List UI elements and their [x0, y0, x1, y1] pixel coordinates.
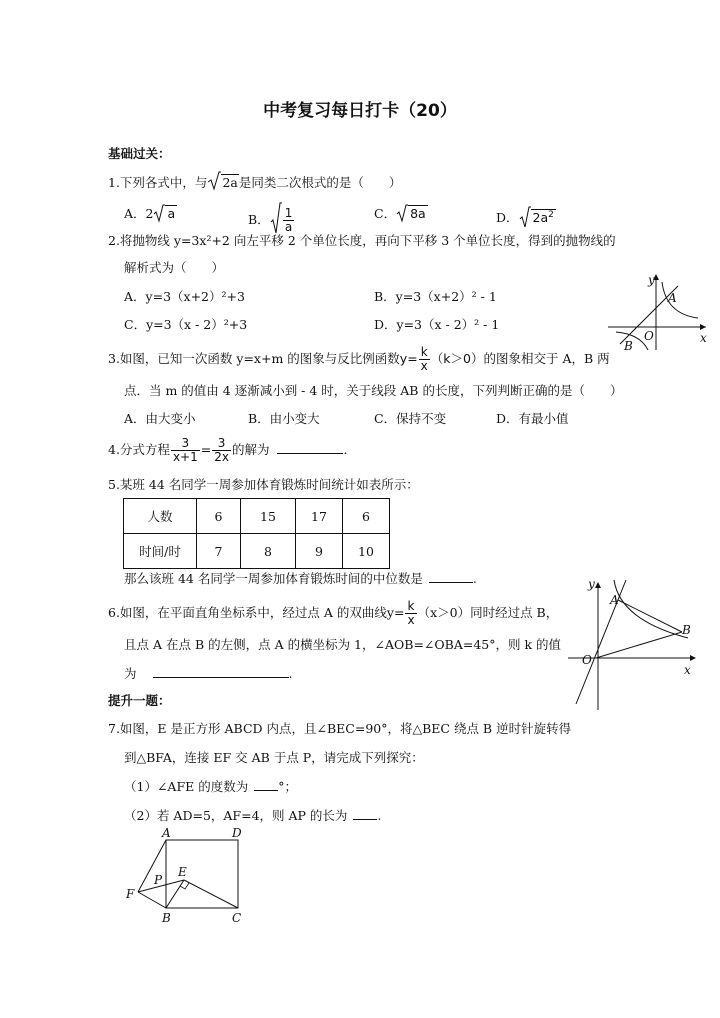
table-cell: 10	[343, 534, 390, 569]
table-cell: 人数	[124, 499, 197, 534]
q1-opt-d-rad: 2a	[532, 210, 549, 225]
q6-label-y: y	[588, 577, 595, 591]
q7-p2-b: .	[377, 808, 382, 823]
q5-end: .	[472, 571, 477, 586]
q7-label-e: E	[178, 865, 187, 879]
q7-label-d: D	[232, 826, 242, 840]
q6-line2: 且点 A 在点 B 的左侧，点 A 的横坐标为 1，∠AOB=∠OBA=45°，则 k 的值	[124, 637, 562, 652]
q1-option-c	[374, 200, 428, 222]
q3-option-d: D．有最小值	[496, 411, 569, 426]
q4-stem-a: 4.分式方程	[108, 442, 170, 457]
q1-opt-c-label: C．	[374, 206, 397, 221]
q3-label-a: A	[668, 291, 677, 305]
table-cell: 6	[343, 499, 390, 534]
q6-figure	[568, 578, 698, 713]
q1-option-d	[496, 200, 556, 226]
q6-frac-num: k	[405, 600, 416, 614]
sqrt-sign-icon	[207, 171, 221, 191]
sqrt-sign-icon	[519, 206, 531, 228]
q2-option-c: C．y=3（x - 2）²+3	[124, 317, 248, 332]
q7-p1-b: °；	[278, 779, 297, 794]
q4-eq: =	[200, 442, 212, 457]
q6-label-a: A	[610, 593, 619, 607]
q7-line-ec	[184, 880, 238, 908]
q4-answer-blank[interactable]	[277, 441, 343, 454]
q3-label-b: B	[624, 339, 633, 353]
q3-option-c: C．保持不变	[374, 411, 447, 426]
sqrt-sign-icon	[396, 204, 408, 222]
q1-stem-b: 是同类二次根式的是（ ）	[238, 175, 402, 190]
q4-end: .	[343, 442, 348, 457]
q5-table	[123, 498, 390, 569]
q4-f2-den: 2x	[214, 450, 229, 464]
q7-p2-blank[interactable]	[353, 807, 377, 820]
table-cell: 15	[241, 499, 296, 534]
table-cell: 6	[197, 499, 241, 534]
table-row	[124, 499, 390, 534]
q6-line1	[108, 600, 558, 627]
sqrt-sign-icon	[153, 204, 165, 222]
arrow-icon	[595, 582, 601, 588]
q6-line-ab	[618, 600, 682, 632]
q1-opt-a-label: A．	[124, 206, 146, 221]
q3-frac-num: k	[419, 346, 430, 360]
table-cell: 8	[241, 534, 296, 569]
q3-option-a: A．由大变小	[124, 411, 196, 426]
q4-f1-num: 3	[171, 437, 200, 451]
q1-option-b	[248, 192, 295, 234]
q1-opt-d-label: D．	[496, 210, 519, 225]
q3-line1-b: 的图象相交于 A，B 两	[483, 351, 610, 366]
section-advanced: 提升一题：	[108, 693, 171, 708]
q1-stem	[108, 167, 401, 191]
q6-line3-text: 为	[124, 666, 137, 681]
q7-line-fb	[138, 892, 166, 908]
table-cell: 17	[296, 499, 343, 534]
q7-p1-a: （1）∠AFE 的度数为	[124, 779, 249, 794]
q6-label-b: B	[682, 623, 691, 637]
q4-stem-b: 的解为	[231, 442, 270, 457]
arrow-icon	[690, 655, 696, 661]
q5-question-text: 那么该班 44 名同学一周参加体育锻炼时间的中位数是	[124, 571, 423, 586]
q7-square	[166, 840, 238, 908]
table-cell: 时间/时	[124, 534, 197, 569]
q1-radicand: 2a	[222, 175, 238, 190]
q1-opt-a-rad: a	[167, 206, 176, 221]
q2-line1: 2.将抛物线 y=3x²+2 向左平移 2 个单位长度，再向下平移 3 个单位长度，得到的抛物线的	[108, 233, 616, 248]
q2-line2: 解析式为（ ）	[124, 260, 225, 275]
q7-figure	[122, 826, 252, 926]
q7-line1: 7.如图，E 是正方形 ABCD 内点，且∠BEC=90°，将△BEC 绕点 B 逆时针旋转得	[108, 721, 572, 736]
q3-option-b: B．由小变大	[248, 411, 320, 426]
q1-opt-d-exp: 2	[548, 209, 554, 220]
q3-line1-a: 3.如图，已知一次函数 y=x+m 的图象与反比例函数	[108, 351, 400, 366]
q7-label-p: P	[154, 873, 163, 887]
q2-option-d: D．y=3（x - 2）² - 1	[374, 317, 500, 332]
q1-opt-b-label: B．	[248, 212, 270, 227]
q5-stem: 5.某班 44 名同学一周参加体育锻炼时间统计如表所示：	[108, 477, 419, 492]
q4-line	[108, 437, 347, 464]
table-row	[124, 534, 390, 569]
q1-stem-a: 1.下列各式中，与	[108, 175, 208, 190]
q3-cond: （k＞0）	[430, 351, 484, 366]
q7-label-f: F	[126, 887, 135, 901]
q6-frac-den: x	[407, 613, 415, 627]
q5-question	[124, 570, 477, 587]
q3-label-y: y	[648, 273, 655, 287]
q1-opt-c-rad: 8a	[410, 206, 426, 221]
q7-label-b: B	[162, 911, 171, 925]
q7-part1	[124, 778, 297, 795]
q2-option-b: B．y=3（x+2）² - 1	[374, 289, 497, 304]
q1-opt-b-den: a	[284, 220, 293, 234]
q6-end: .	[288, 666, 293, 681]
section-basic: 基础过关：	[108, 146, 171, 161]
q3-line1	[108, 346, 610, 373]
q6-line3	[124, 665, 292, 682]
q6-label-o: O	[582, 653, 592, 667]
q3-line2: 点．当 m 的值由 4 逐渐减小到 - 4 时，关于线段 AB 的长度，下列判断正确的是（ ）	[124, 383, 623, 398]
q3-func-lhs: y=	[399, 351, 418, 366]
q1-opt-b-num: 1	[284, 206, 293, 220]
q3-label-x: x	[700, 331, 707, 345]
q6-line1-a: 6.如图，在平面直角坐标系中，经过点 A 的双曲线	[108, 605, 387, 620]
q7-part2	[124, 807, 381, 824]
q7-label-c: C	[232, 911, 242, 925]
q3-label-o: O	[644, 329, 654, 343]
page-title: 中考复习每日打卡（20）	[263, 101, 457, 121]
q5-answer-blank[interactable]	[429, 570, 473, 583]
q3-frac-den: x	[420, 359, 428, 373]
table-cell: 7	[197, 534, 241, 569]
q2-option-a: A．y=3（x+2）²+3	[124, 289, 245, 304]
q7-line2: 到△BFA，连接 EF 交 AB 于点 P，请完成下列探究：	[124, 750, 424, 765]
q4-f1-den: x+1	[172, 450, 198, 464]
q6-line1-b: （x＞0）同时经过点 B，	[417, 605, 559, 620]
q1-option-a	[124, 200, 177, 222]
table-cell: 9	[296, 534, 343, 569]
q6-answer-blank[interactable]	[153, 665, 289, 678]
q4-f2-num: 3	[212, 437, 231, 451]
q6-func-lhs: y=	[386, 605, 405, 620]
q7-label-a: A	[162, 826, 171, 840]
q6-line-ob	[596, 632, 682, 658]
arrow-icon	[700, 324, 706, 330]
q1-opt-a-coef: 2	[145, 206, 154, 221]
q3-figure	[608, 272, 708, 352]
q1-sqrt	[207, 167, 238, 191]
sqrt-sign-icon	[270, 202, 282, 234]
q7-p1-blank[interactable]	[254, 778, 278, 791]
q6-label-x: x	[684, 663, 691, 677]
q7-p2-a: （2）若 AD=5，AF=4，则 AP 的长为	[124, 808, 348, 823]
